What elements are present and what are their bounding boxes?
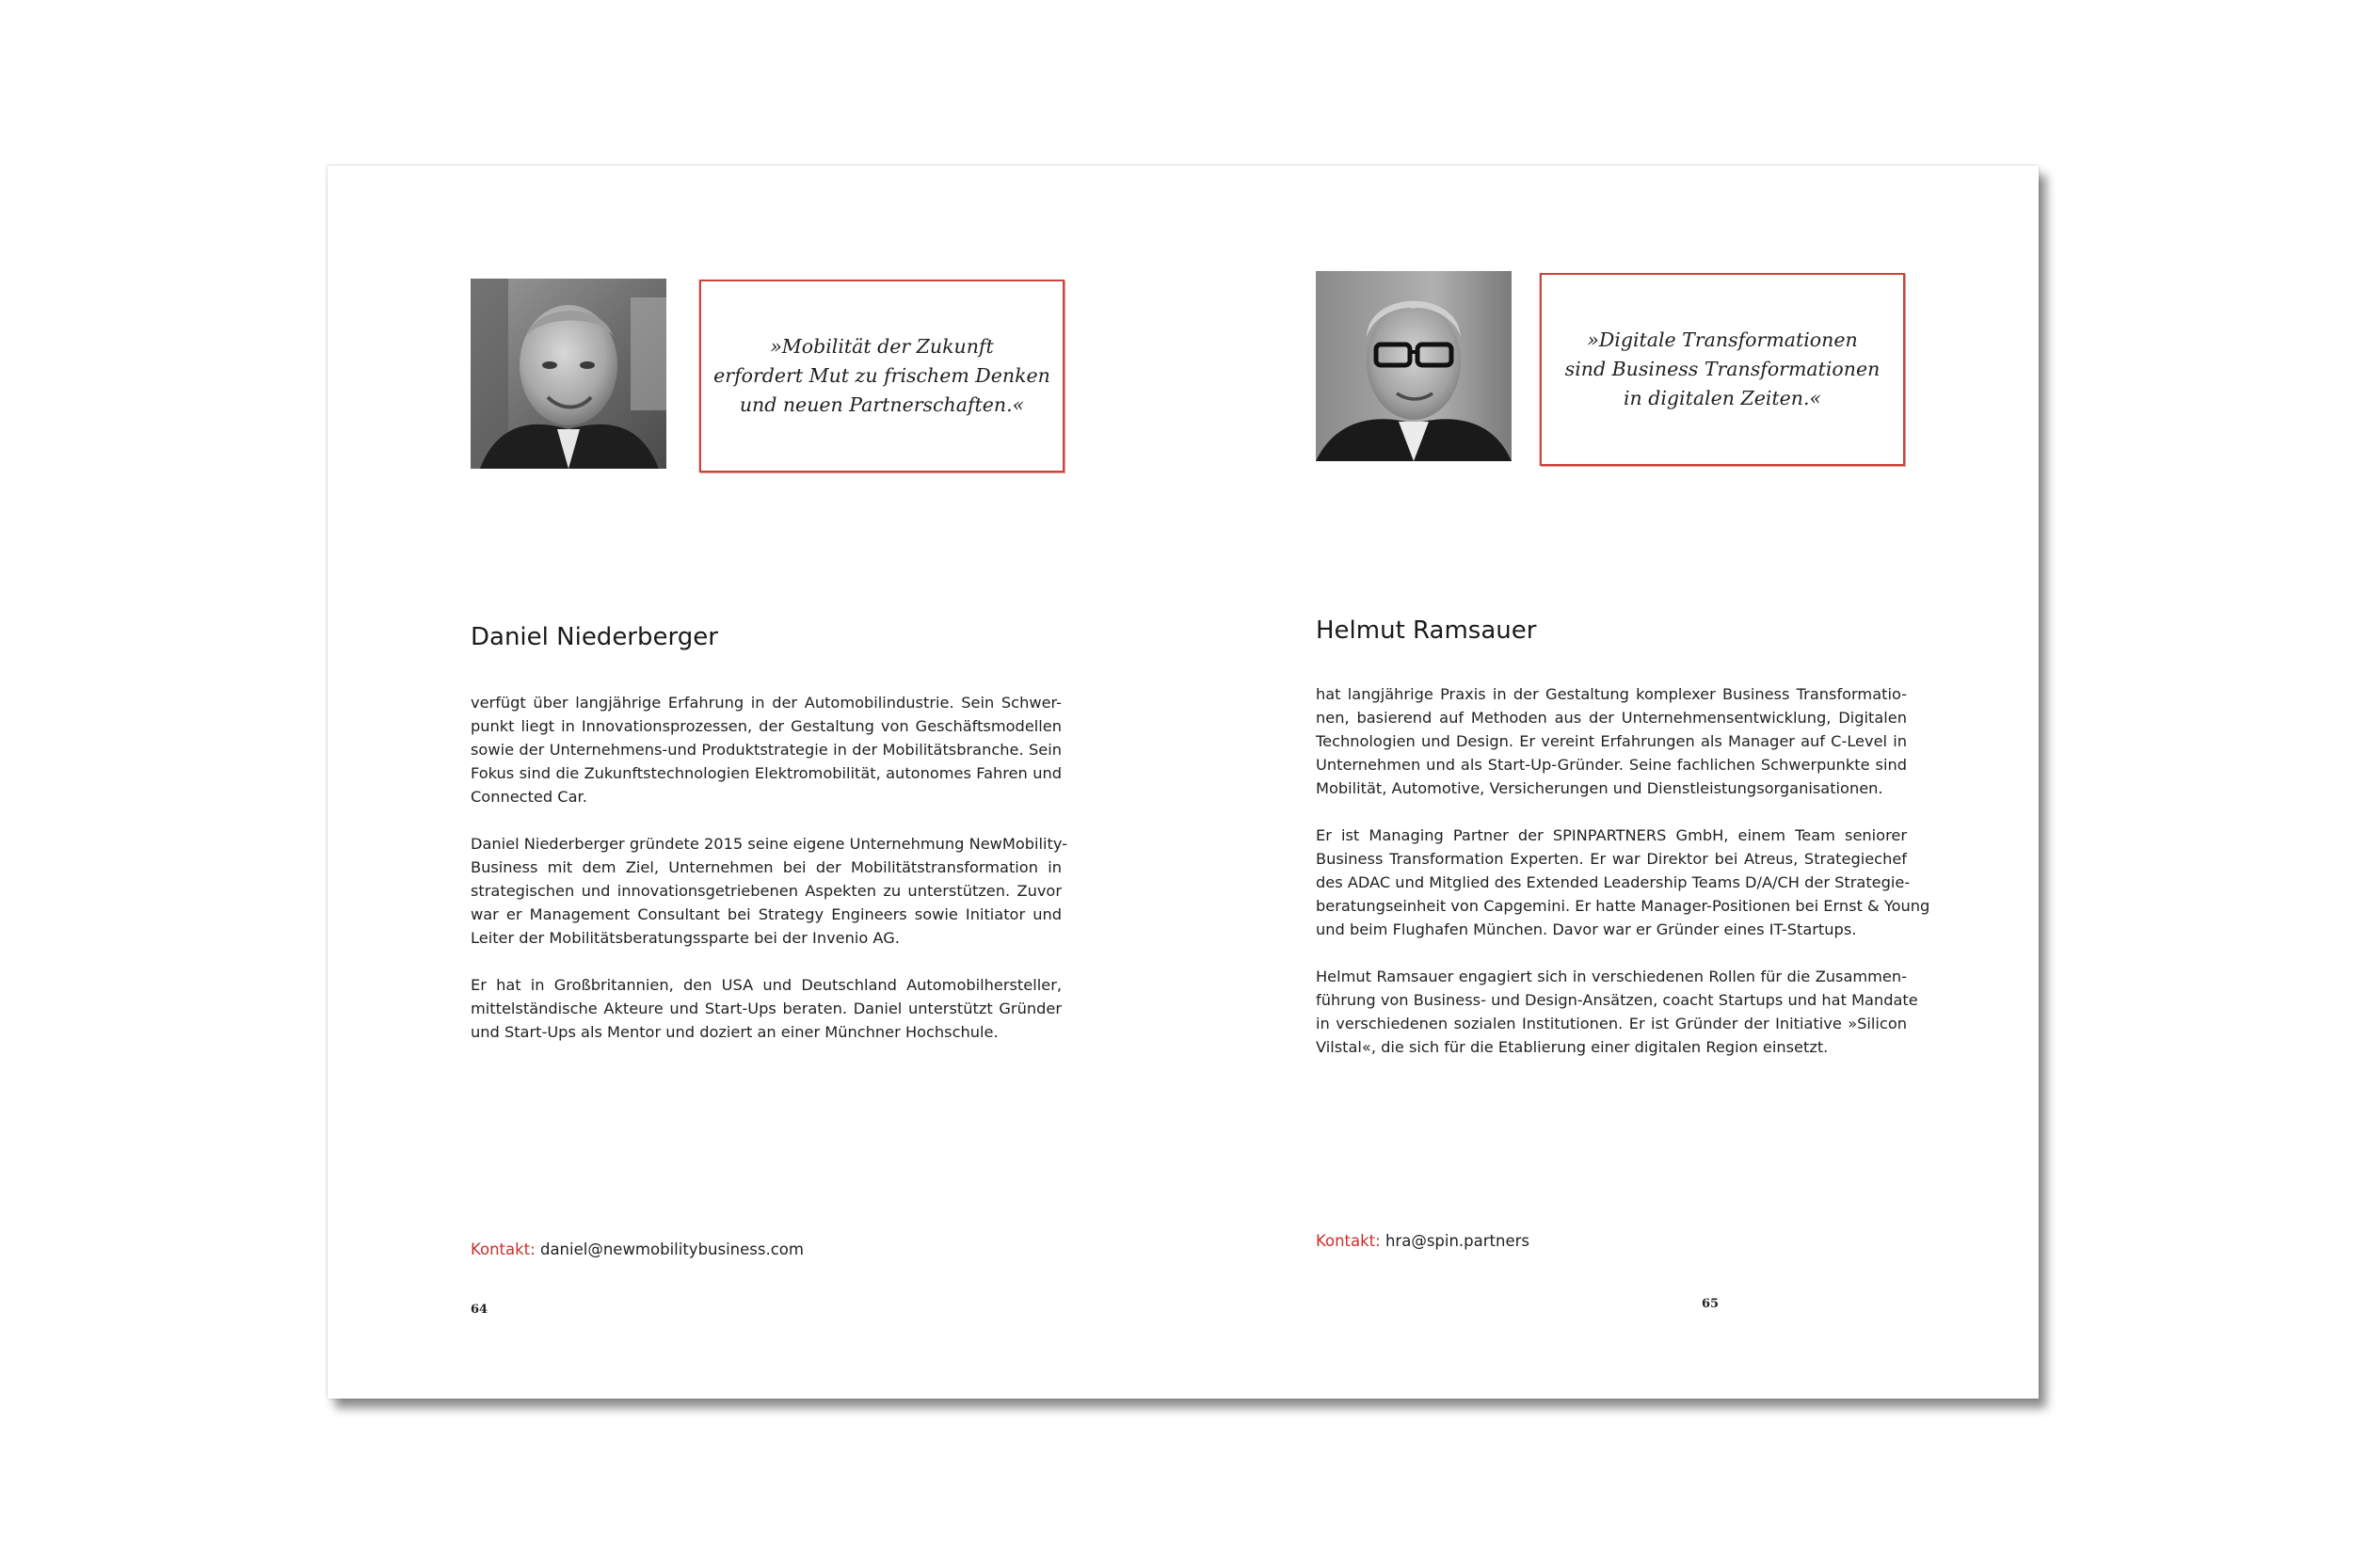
contact-line (1316, 1232, 1529, 1250)
quote-line: in digitalen Zeiten.« (1623, 387, 1822, 409)
bio-line: Daniel Niederberger gründete 2015 seine eigene Unternehmung NewMobility- (471, 835, 1068, 853)
bio-line: Leiter der Mobilitätsberatungssparte bei der Invenio AG. (471, 929, 900, 947)
contact-label: Kontakt: (1316, 1232, 1381, 1250)
bio-text (471, 691, 1068, 1067)
book-spread (328, 166, 2039, 1399)
quote-line: erfordert Mut zu frischem Denken (713, 364, 1050, 387)
contact-line (471, 1240, 804, 1258)
left-page (328, 166, 1183, 1399)
bio-paragraph (1316, 965, 1918, 1059)
quote-line: »Digitale Transformationen (1587, 328, 1858, 351)
bio-paragraph (1316, 824, 1930, 941)
bio-paragraph (471, 691, 1062, 808)
bio-text (1316, 682, 1930, 1082)
contact-email[interactable]: hra@spin.partners (1385, 1232, 1530, 1250)
bio-line: Connected Car. (471, 788, 587, 806)
bio-line: Unternehmen und als Start-Up-Gründer. Seine fachlichen Schwerpunkte sind (1316, 756, 1907, 774)
bio-line: und Start-Ups als Mentor und doziert an einer Münchner Hochschule. (471, 1023, 999, 1041)
quote-line: sind Business Transformationen (1564, 358, 1881, 380)
bio-line: verfügt über langjährige Erfahrung in der Automobilindustrie. Sein Schwer- (471, 694, 1062, 712)
bio-line: Vilstal«, die sich für die Etablierung einer digitalen Region einsetzt. (1316, 1038, 1829, 1056)
quote-line: »Mobilität der Zukunft (770, 335, 994, 358)
bio-line: hat langjährige Praxis in der Gestaltung komplexer Business Transformatio- (1316, 685, 1907, 703)
portrait-helmut-image (1316, 271, 1512, 461)
page-number: 64 (471, 1303, 488, 1317)
portrait-photo (1316, 271, 1512, 461)
bio-paragraph (471, 973, 1062, 1044)
quote-text (1565, 326, 1881, 413)
bio-line: Business Transformation Experten. Er war Direktor bei Atreus, Strategiechef (1316, 850, 1907, 868)
bio-line: sowie der Unternehmens-und Produktstrategie in der Mobilitätsbranche. Sein (471, 741, 1062, 759)
person-name: Helmut Ramsauer (1316, 616, 1537, 645)
bio-line: Er ist Managing Partner der SPINPARTNERS GmbH, einem Team seniorer (1316, 826, 1907, 844)
portrait-daniel-image (471, 279, 666, 469)
bio-line: Er hat in Großbritannien, den USA und Deutschland Automobilhersteller, (471, 976, 1062, 994)
bio-line: nen, basierend auf Methoden aus der Unternehmensentwicklung, Digitalen (1316, 709, 1907, 727)
bio-line: führung von Business- und Design-Ansätzen, coacht Startups und hat Mandate (1316, 991, 1918, 1009)
quote-frame (699, 280, 1064, 472)
bio-line: strategischen und innovationsgetriebenen Aspekten zu unterstützen. Zuvor (471, 882, 1062, 900)
bio-line: beratungseinheit von Capgemini. Er hatte Manager-Positionen bei Ernst & Young (1316, 897, 1930, 915)
quote-line: und neuen Partnerschaften.« (739, 393, 1025, 416)
quote-text (713, 332, 1050, 420)
page-number: 65 (1702, 1297, 1720, 1311)
portrait-photo (471, 279, 666, 469)
bio-line: Helmut Ramsauer engagiert sich in verschiedenen Rollen für die Zusammen- (1316, 968, 1907, 985)
contact-email[interactable]: daniel@newmobilitybusiness.com (539, 1240, 804, 1258)
bio-line: war er Management Consultant bei Strategy Engineers sowie Initiator und (471, 905, 1062, 923)
bio-line: mittelständische Akteure und Start-Ups beraten. Daniel unterstützt Gründer (471, 1000, 1062, 1017)
bio-line: Fokus sind die Zukunftstechnologien Elektromobilität, autonomes Fahren und (471, 764, 1062, 782)
bio-line: in verschiedenen sozialen Institutionen. Er ist Gründer der Initiative »Silicon (1316, 1015, 1907, 1032)
contact-label: Kontakt: (471, 1240, 536, 1258)
bio-line: und beim Flughafen München. Davor war er Gründer eines IT-Startups. (1316, 920, 1857, 938)
right-page (1183, 166, 2039, 1399)
bio-line: Business mit dem Ziel, Unternehmen bei der Mobilitätstransformation in (471, 858, 1062, 876)
quote-frame (1540, 273, 1905, 466)
bio-line: des ADAC und Mitglied des Extended Leadership Teams D/A/CH der Strategie- (1316, 873, 1911, 891)
bio-paragraph (1316, 682, 1907, 800)
bio-line: Technologien und Design. Er vereint Erfahrungen als Manager auf C-Level in (1316, 732, 1907, 750)
person-name: Daniel Niederberger (471, 623, 718, 651)
bio-line: punkt liegt in Innovationsprozessen, der Gestaltung von Geschäftsmodellen (471, 717, 1062, 735)
bio-paragraph (471, 832, 1068, 950)
bio-line: Mobilität, Automotive, Versicherungen und Dienstleistungsorganisationen. (1316, 779, 1883, 797)
